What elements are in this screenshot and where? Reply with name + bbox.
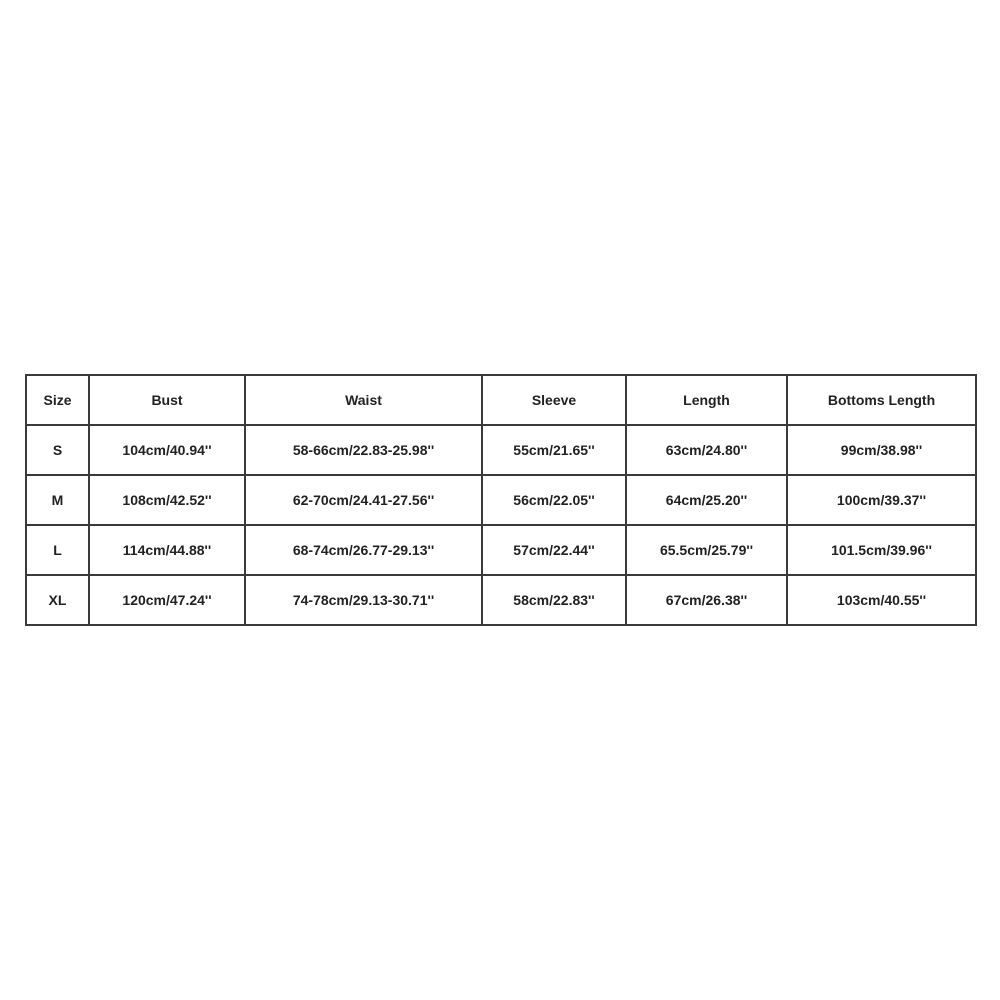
cell-bottoms-length: 100cm/39.37'' — [787, 475, 976, 525]
cell-length: 65.5cm/25.79'' — [626, 525, 787, 575]
cell-bottoms-length: 103cm/40.55'' — [787, 575, 976, 625]
cell-sleeve: 57cm/22.44'' — [482, 525, 626, 575]
table-header-row — [26, 375, 976, 425]
cell-bust: 114cm/44.88'' — [89, 525, 245, 575]
header-size: Size — [26, 375, 89, 425]
cell-bust: 108cm/42.52'' — [89, 475, 245, 525]
cell-waist: 58-66cm/22.83-25.98'' — [245, 425, 482, 475]
cell-sleeve: 56cm/22.05'' — [482, 475, 626, 525]
header-waist: Waist — [245, 375, 482, 425]
header-length: Length — [626, 375, 787, 425]
cell-size: M — [26, 475, 89, 525]
size-chart-table — [25, 374, 977, 626]
cell-waist: 62-70cm/24.41-27.56'' — [245, 475, 482, 525]
cell-waist: 74-78cm/29.13-30.71'' — [245, 575, 482, 625]
cell-length: 67cm/26.38'' — [626, 575, 787, 625]
cell-size: S — [26, 425, 89, 475]
cell-length: 63cm/24.80'' — [626, 425, 787, 475]
header-sleeve: Sleeve — [482, 375, 626, 425]
cell-size: XL — [26, 575, 89, 625]
table-row — [26, 475, 976, 525]
cell-size: L — [26, 525, 89, 575]
cell-length: 64cm/25.20'' — [626, 475, 787, 525]
cell-sleeve: 55cm/21.65'' — [482, 425, 626, 475]
cell-bust: 120cm/47.24'' — [89, 575, 245, 625]
table-row — [26, 425, 976, 475]
cell-sleeve: 58cm/22.83'' — [482, 575, 626, 625]
cell-bottoms-length: 101.5cm/39.96'' — [787, 525, 976, 575]
cell-bust: 104cm/40.94'' — [89, 425, 245, 475]
cell-bottoms-length: 99cm/38.98'' — [787, 425, 976, 475]
table-row — [26, 575, 976, 625]
header-bottoms-length: Bottoms Length — [787, 375, 976, 425]
header-bust: Bust — [89, 375, 245, 425]
table-row — [26, 525, 976, 575]
cell-waist: 68-74cm/26.77-29.13'' — [245, 525, 482, 575]
